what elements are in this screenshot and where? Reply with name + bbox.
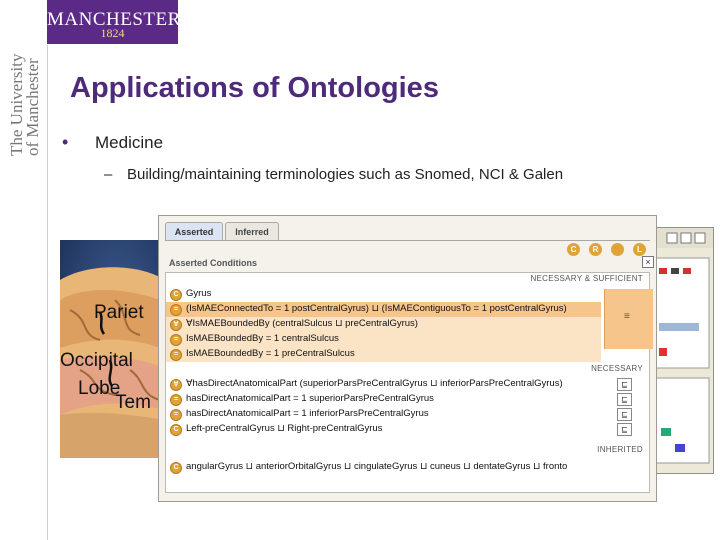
tab-inferred[interactable]: Inferred (225, 222, 279, 241)
restriction-icon: = (170, 409, 182, 421)
condition-row[interactable] (166, 392, 649, 407)
asserted-conditions-panel (158, 215, 657, 502)
class-icon: C (170, 462, 182, 474)
tab-divider (165, 240, 650, 241)
subclass-icon[interactable]: ⊑ (617, 393, 632, 406)
add-logic-icon[interactable]: L (633, 243, 646, 256)
conditions-list (165, 272, 650, 493)
condition-row[interactable] (166, 287, 649, 302)
brain-label-lobe: Lobe (78, 378, 121, 399)
section-necessary: NECESSARY (591, 364, 643, 373)
add-restriction-icon[interactable]: R (589, 243, 602, 256)
university-logo (47, 0, 181, 44)
condition-text: Gyrus (186, 288, 212, 299)
condition-text: angularGyrus ⊔ anteriorOrbitalGyrus ⊔ cingulateGyrus ⊔ cuneus ⊔ dentateGyrus ⊔ fronto (186, 461, 568, 472)
restriction-icon: = (170, 349, 182, 361)
equivalent-icon: ≡ (624, 311, 630, 322)
logo-name: MANCHESTER (47, 9, 181, 30)
university-vertical-text (2, 46, 50, 156)
restriction-icon: ∀ (170, 379, 182, 391)
add-class-icon[interactable]: C (567, 243, 580, 256)
brain-label-parietal: Pariet (94, 302, 144, 323)
university-line-2: of Manchester (23, 58, 42, 156)
section-inherited: INHERITED (597, 445, 643, 454)
slide-title: Applications of Ontologies (70, 72, 439, 104)
restriction-icon: = (170, 334, 182, 346)
condition-row[interactable] (166, 347, 601, 362)
condition-row[interactable] (166, 377, 649, 392)
subclass-icon[interactable]: ⊑ (617, 423, 632, 436)
restriction-icon: ∀ (170, 319, 182, 331)
university-line-1: The University (7, 53, 26, 156)
restriction-icon: = (170, 304, 182, 316)
condition-text: hasDirectAnatomicalPart = 1 inferiorParsPreCentralGyrus (186, 408, 429, 419)
tab-asserted[interactable]: Asserted (165, 222, 223, 241)
condition-text: IsMAEBoundedBy = 1 preCentralSulcus (186, 348, 355, 359)
logo-year: 1824 (100, 26, 125, 40)
section-necessary-sufficient: NECESSARY & SUFFICIENT (530, 274, 643, 283)
brain-image (60, 240, 165, 458)
condition-text: ∀IsMAEBoundedBy (centralSulcus ⊔ preCentralGyrus) (186, 318, 418, 329)
sub-bullet-text: Building/maintaining terminologies such as Snomed, NCI & Galen (127, 166, 564, 183)
condition-text: (IsMAEConnectedTo = 1 postCentralGyrus) ⊔ (IsMAEContiguousTo = 1 postCentralGyrus) (186, 303, 567, 314)
condition-row[interactable] (166, 332, 601, 347)
class-icon: C (170, 424, 182, 436)
add-expression-icon[interactable] (611, 243, 624, 256)
vertical-divider (47, 45, 48, 540)
condition-row[interactable] (166, 422, 649, 437)
condition-text: Left-preCentralGyrus ⊔ Right-preCentralGyrus (186, 423, 383, 434)
condition-row-selected[interactable] (166, 302, 601, 317)
bullet-marker: • (62, 132, 69, 152)
sub-bullet-marker: – (104, 166, 113, 183)
class-icon: C (170, 289, 182, 301)
condition-row[interactable] (166, 317, 601, 332)
condition-text: IsMAEBoundedBy = 1 centralSulcus (186, 333, 339, 344)
brain-drawing (60, 240, 165, 458)
panel-title: Asserted Conditions (169, 258, 258, 268)
condition-row[interactable] (166, 407, 649, 422)
condition-text: ∀hasDirectAnatomicalPart (superiorParsPreCentralGyrus ⊔ inferiorParsPreCentralGyrus) (186, 378, 563, 389)
subclass-icon[interactable]: ⊑ (617, 408, 632, 421)
brain-label-temporal: Tem (115, 392, 151, 413)
bullet-text: Medicine (95, 133, 164, 152)
subclass-icon[interactable]: ⊑ (617, 378, 632, 391)
restriction-icon: = (170, 394, 182, 406)
condition-text: hasDirectAnatomicalPart = 1 superiorParsPreCentralGyrus (186, 393, 434, 404)
brain-label-occipital: Occipital (60, 350, 133, 371)
condition-row[interactable] (166, 460, 649, 475)
close-icon[interactable]: × (642, 256, 654, 268)
